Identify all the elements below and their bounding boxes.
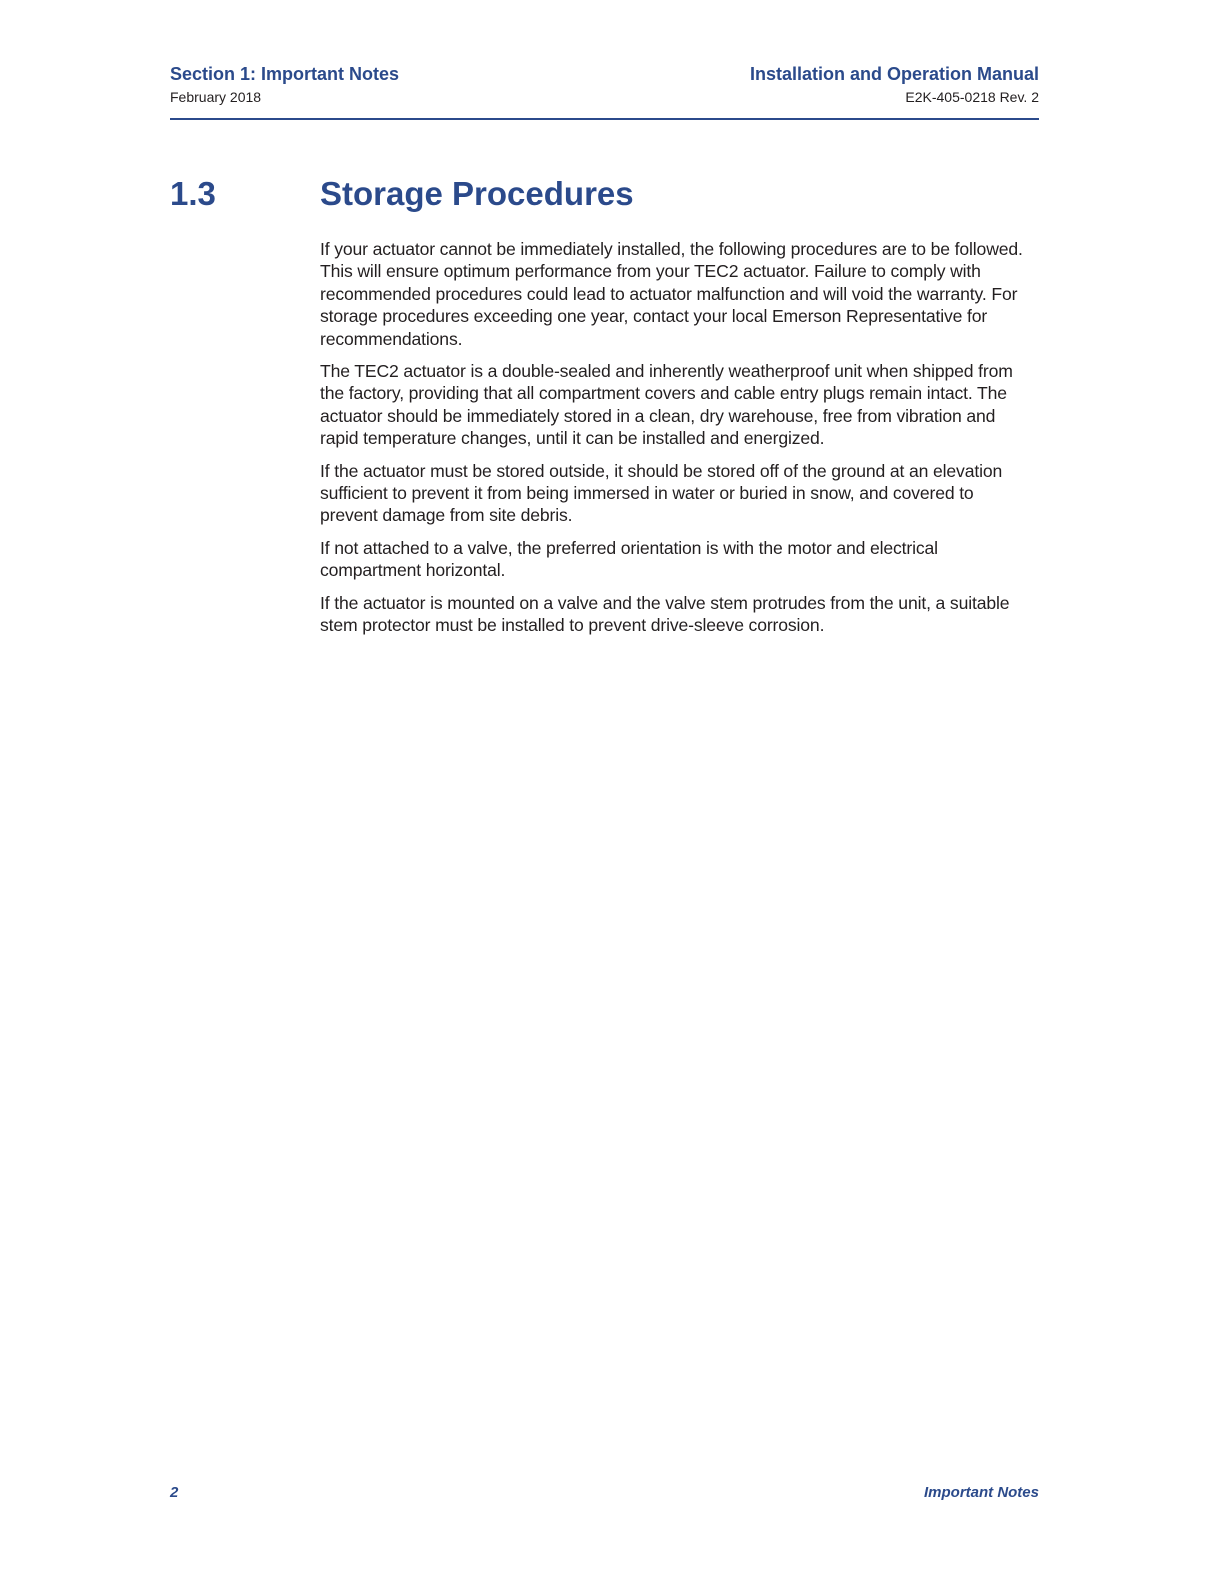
header-section-title: Section 1: Important Notes bbox=[170, 64, 400, 84]
section-number: 1.3 bbox=[170, 175, 216, 212]
header-date: February 2018 bbox=[170, 89, 262, 105]
header-right bbox=[750, 62, 1039, 108]
footer-page-number: 2 bbox=[170, 1484, 179, 1501]
paragraph: The TEC2 actuator is a double-sealed and inherently weatherproof unit when shipped from the factory, providing that all compartment covers and cable entry plugs remain intact. The actuator should be immediately stored in a clean, dry warehouse, free from vibration and rapid temperature changes, until it can be installed and energized. bbox=[320, 361, 1013, 449]
header-doc-number: E2K-405-0218 Rev. 2 bbox=[905, 89, 1039, 105]
page-footer bbox=[170, 1484, 1039, 1508]
section-title: Storage Procedures bbox=[320, 175, 634, 212]
paragraph: If not attached to a valve, the preferred orientation is with the motor and electrical compartment horizontal. bbox=[320, 537, 938, 581]
paragraph: If your actuator cannot be immediately installed, the following procedures are to be followed. This will ensure optimum performance from your TEC2 actuator. Failure to comply with recommended procedures could lead to actuator malfunction and will void the warranty. For storage procedures exceeding one year, contact your local Emerson Representative for recommendations. bbox=[320, 239, 1023, 349]
header-left bbox=[170, 62, 399, 108]
paragraph: If the actuator must be stored outside, it should be stored off of the ground at an elevation sufficient to prevent it from being immersed in water or buried in snow, and covered to prevent damage from site debris. bbox=[320, 460, 1003, 526]
section-body bbox=[320, 238, 1032, 647]
header-manual-title: Installation and Operation Manual bbox=[749, 64, 1039, 84]
footer-section-name: Important Notes bbox=[923, 1484, 1039, 1501]
paragraph: If the actuator is mounted on a valve and the valve stem protrudes from the unit, a suitable stem protector must be installed to prevent drive-sleeve corrosion. bbox=[320, 592, 1010, 636]
page-header bbox=[170, 62, 1039, 120]
